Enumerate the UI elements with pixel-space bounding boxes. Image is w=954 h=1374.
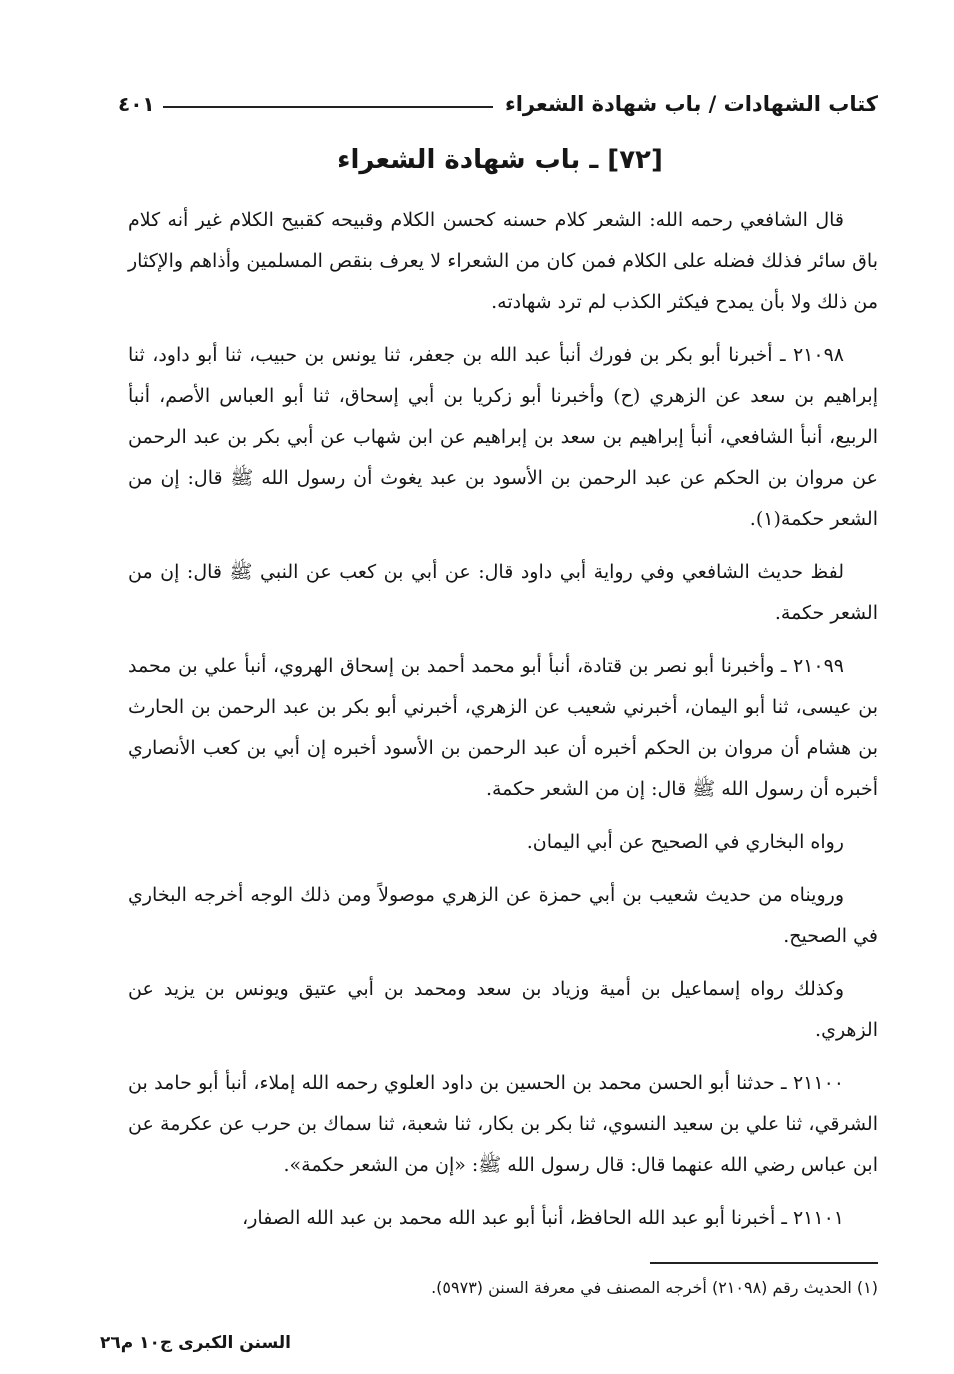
paragraph: ورويناه من حديث شعيب بن أبي حمزة عن الزهري موصولاً ومن ذلك الوجه أخرجه البخاري في الصحيح. xyxy=(128,884,878,947)
page-number: ٤٠١ xyxy=(118,92,155,116)
paragraph: وكذلك رواه إسماعيل بن أمية وزياد بن سعد ومحمد بن أبي عتيق ويونس بن يزيد عن الزهري. xyxy=(128,978,878,1041)
running-header xyxy=(118,86,878,122)
paragraph: ٢١١٠١ ـ أخبرنا أبو عبد الله الحافظ، أنبأ أبو عبد الله محمد بن عبد الله الصفار، xyxy=(242,1207,844,1229)
main-text xyxy=(128,200,878,1251)
paragraph: لفظ حديث الشافعي وفي رواية أبي داود قال: عن أبي بن كعب عن النبي ﷺ قال: إن من الشعر حكمة. xyxy=(128,561,878,624)
header-rule xyxy=(163,106,493,108)
paragraph: ٢١٠٩٩ ـ وأخبرنا أبو نصر بن قتادة، أنبأ أبو محمد أحمد بن إسحاق الهروي، أنبأ علي بن محمد بن عيسى، ثنا أبو اليمان، أخبرني شعيب عن الزهري، أخبرني أبو بكر بن عبد الرحمن بن الحارث بن هشام أن مروان بن الحكم أخبره أن عبد الرحمن بن الأسود أخبره إن أبي بن كعب الأنصاري أخبره أن رسول الله ﷺ قال: إن من الشعر حكمة. xyxy=(128,655,878,800)
signature-mark: السنن الكبرى ج١٠ م٢٦ xyxy=(100,1333,291,1353)
footnote-rule xyxy=(650,1262,878,1264)
paragraph: رواه البخاري في الصحيح عن أبي اليمان. xyxy=(526,831,844,853)
chapter-title: [٧٢] ـ باب شهادة الشعراء xyxy=(337,145,663,175)
paragraph: ٢١١٠٠ ـ حدثنا أبو الحسن محمد بن الحسين بن داود العلوي رحمه الله إملاء، أنبأ أبو حامد بن الشرقي، ثنا علي بن سعيد النسوي، ثنا بكر بن بكار، ثنا شعبة، ثنا سماك بن حرب عن عكرمة عن ابن عباس رضي الله عنهما قال: قال رسول الله ﷺ: «إن من الشعر حكمة». xyxy=(128,1072,878,1176)
paragraph: قال الشافعي رحمه الله: الشعر كلام حسنه كحسن الكلام وقبيحه كقبيح الكلام غير أنه كلام باق سائر فذلك فضله على الكلام فمن كان من الشعراء لا يعرف بنقص المسلمين وأذاهم والإكثار من ذلك ولا بأن يمدح فيكثر الكذب لم ترد شهادته. xyxy=(128,209,878,313)
paragraph: ٢١٠٩٨ ـ أخبرنا أبو بكر بن فورك أنبأ عبد الله بن جعفر، ثنا يونس بن حبيب، ثنا أبو داود، ثنا إبراهيم بن سعد عن الزهري (ح) وأخبرنا أبو زكريا بن أبي إسحاق، ثنا أبو العباس الأصم، أنبأ الربيع، أنبأ الشافعي، أنبأ إبراهيم بن سعد بن إبراهيم عن ابن شهاب عن أبي بكر بن عبد الرحمن عن مروان بن الحكم عن عبد الرحمن بن الأسود بن عبد يغوث أن رسول الله ﷺ قال: إن من الشعر حكمة(١). xyxy=(128,344,878,530)
footnote: (١) الحديث رقم (٢١٠٩٨) أخرجه المصنف في معرفة السنن (٥٩٧٣). xyxy=(431,1278,878,1297)
running-title: كتاب الشهادات / باب شهادة الشعراء xyxy=(504,92,878,116)
